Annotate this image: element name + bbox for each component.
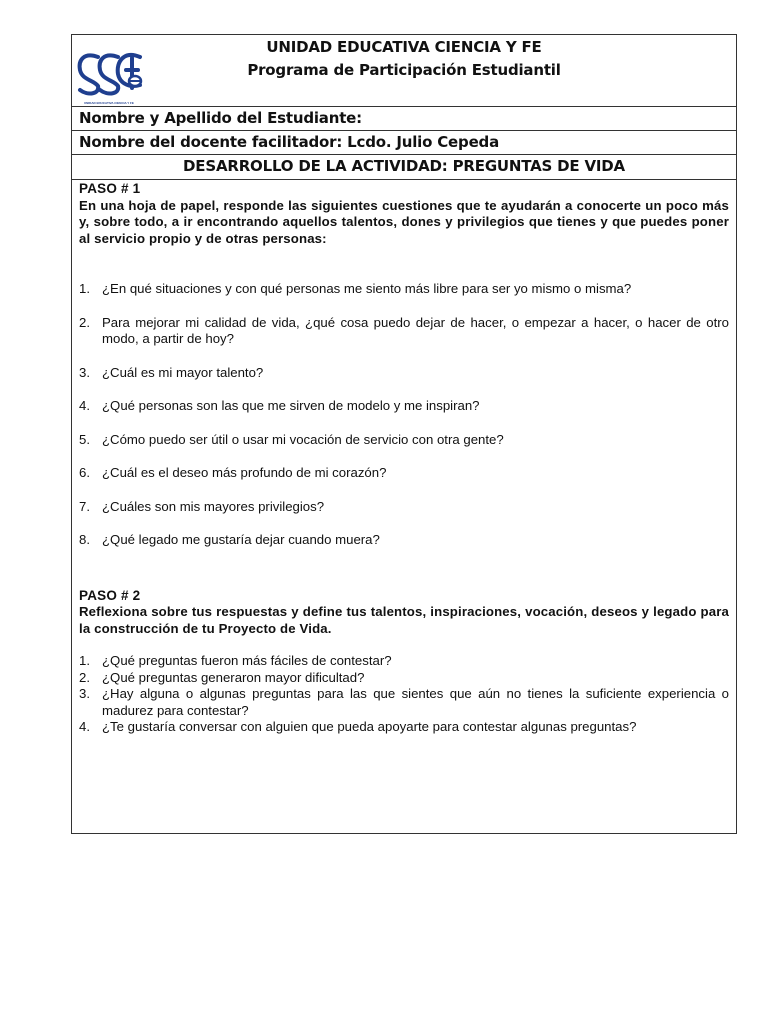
question-item: 8. ¿Qué legado me gustaría dejar cuando muera? — [79, 532, 380, 547]
question-item: 3. ¿Hay alguna o algunas preguntas para las que sientes que aún no tienes la suficiente experiencia o madurez para contestar? — [79, 686, 729, 718]
program-title: Programa de Participación Estudiantil — [247, 61, 561, 79]
step1-questions — [79, 281, 729, 549]
form-header — [72, 35, 736, 107]
question-item: 1. ¿Qué preguntas fueron más fáciles de contestar? — [79, 653, 392, 668]
form-frame — [71, 34, 737, 834]
question-item: 3. ¿Cuál es mi mayor talento? — [79, 364, 264, 380]
question-item: 7. ¿Cuáles son mis mayores privilegios? — [79, 498, 325, 514]
question-item: 4. ¿Te gustaría conversar con alguien que pueda apoyarte para contestar algunas preguntas? — [79, 719, 637, 734]
teacher-name-field: Nombre del docente facilitador: Lcdo. Julio Cepeda — [72, 131, 736, 155]
step2-title: PASO # 2 — [79, 587, 141, 603]
step2-section — [79, 588, 729, 736]
step2-intro: Reflexiona sobre tus respuestas y define tus talentos, inspiraciones, vocación, deseos y legado para la construcción de tu Proyecto de Vida. — [79, 604, 729, 636]
logo-caption: UNIDAD EDUCATIVA CIENCIA Y FE — [84, 101, 134, 105]
activity-title: DESARROLLO DE LA ACTIVIDAD: PREGUNTAS DE VIDA — [72, 155, 736, 180]
question-item: 6. ¿Cuál es el deseo más profundo de mi corazón? — [79, 465, 387, 480]
question-item: 1. ¿En qué situaciones y con qué personas me siento más libre para ser yo mismo o misma? — [79, 281, 632, 296]
student-name-field: Nombre y Apellido del Estudiante: — [72, 107, 736, 131]
institution-title: UNIDAD EDUCATIVA CIENCIA Y FE — [266, 38, 542, 56]
question-item: 2. Para mejorar mi calidad de vida, ¿qué cosa puedo dejar de hacer, o empezar a hacer, o hacer de otro modo, a partir de hoy? — [79, 314, 729, 346]
step1-intro: En una hoja de papel, responde las siguientes cuestiones que te ayudarán a conocerte un poco más y, sobre todo, a ir encontrando aquellos talentos, dones y privilegios que tienes y que puedes poner al servicio propio y de otras personas: — [79, 197, 729, 246]
step2-questions — [79, 653, 729, 736]
question-item: 4. ¿Qué personas son las que me sirven de modelo y me inspiran? — [79, 398, 480, 413]
step1-title: PASO # 1 — [79, 181, 141, 196]
question-item: 2. ¿Qué preguntas generaron mayor dificultad? — [79, 669, 365, 685]
activity-body — [79, 181, 729, 736]
question-item: 5. ¿Cómo puedo ser útil o usar mi vocación de servicio con otra gente? — [79, 431, 504, 447]
